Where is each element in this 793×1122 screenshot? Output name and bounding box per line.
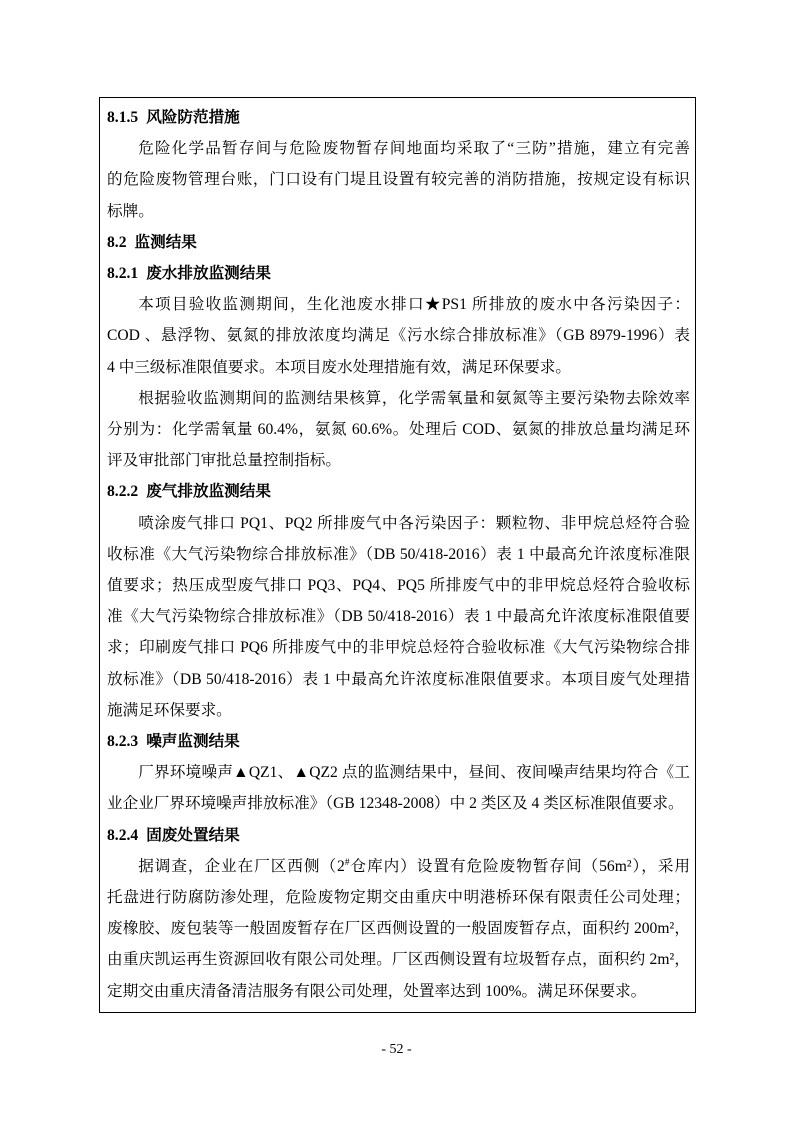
section-heading-8-2-2 — [107, 476, 690, 507]
paragraph-exhaust-results — [107, 508, 690, 726]
text-line: 准《大气污染物综合排放标准》（DB 50/418-2016）表 1 中最高允许浓度标准限值要 — [107, 608, 690, 626]
superscript-mark: # — [344, 857, 350, 868]
text-line: 值要求；热压成型废气排口 PQ3、PQ4、PQ5 所排废气中的非甲烷总烃符合验收标 — [107, 576, 690, 594]
text-line: 废橡胶、废包装等一般固废暂存在厂区西侧设置的一般固废暂存点，面积约 200m²， — [107, 920, 690, 938]
text-line: 4 中三级标准限值要求。本项目废水处理措施有效，满足环保要求。 — [107, 358, 571, 376]
section-title: 风险防范措施 — [146, 109, 240, 126]
text-line — [107, 851, 690, 882]
text-line: 定期交由重庆清备清洁服务有限公司处理，处置率达到 100%。满足环保要求。 — [107, 982, 647, 1000]
section-heading-8-1-5 — [107, 102, 690, 133]
section-title: 监测结果 — [134, 233, 197, 251]
section-number: 8.2.2 — [107, 483, 139, 501]
paragraph-removal-efficiency — [107, 383, 690, 477]
section-title: 废气排放监测结果 — [146, 483, 271, 501]
text-line: 厂界环境噪声▲QZ1、▲QZ2 点的监测结果中，昼间、夜间噪声结果均符合《工 — [138, 764, 690, 782]
text-line: 分别为：化学需氧量 60.4%，氨氮 60.6%。处理后 COD、氨氮的排放总量均满足环 — [107, 420, 690, 438]
text-line: 危险化学品暂存间与危险废物暂存间地面均采取了“三防”措施，建立有完善 — [138, 140, 690, 158]
section-title: 废水排放监测结果 — [146, 264, 271, 282]
section-title: 固废处置结果 — [146, 826, 240, 844]
section-number: 8.2.3 — [107, 733, 139, 750]
text-line: 标牌。 — [107, 202, 154, 220]
paragraph-wastewater-results — [107, 289, 690, 383]
section-heading-8-2 — [107, 227, 690, 258]
section-number: 8.2 — [107, 233, 127, 251]
section-title: 噪声监测结果 — [146, 733, 240, 750]
paragraph-noise-results — [107, 757, 690, 819]
text-line: 业企业厂界环境噪声排放标准》（GB 12348-2008）中 2 类区及 4 类区标准限值要求。 — [107, 795, 684, 813]
text-line: 由重庆凯运再生资源回收有限公司处理。厂区西侧设置有垃圾暂存点，面积约 2m²， — [107, 951, 690, 969]
text-line: 喷涂废气排口 PQ1、PQ2 所排废气中各污染因子：颗粒物、非甲烷总烃符合验 — [138, 514, 690, 532]
text-line: 施满足环保要求。 — [107, 701, 232, 719]
text-line: 托盘进行防腐防渗处理，危险废物定期交由重庆中明港桥环保有限责任公司处理； — [107, 888, 690, 906]
section-number: 8.2.4 — [107, 826, 139, 844]
section-heading-8-2-3 — [107, 726, 690, 757]
text-line: 收标准《大气污染物综合排放标准》（DB 50/418-2016）表 1 中最高允许浓度标准限 — [107, 545, 690, 563]
section-heading-8-2-4 — [107, 820, 690, 851]
text-line: COD 、悬浮物、氨氮的排放浓度均满足《污水综合排放标准》（GB 8979-1996）表 — [107, 327, 690, 345]
text-line: 根据验收监测期间的监测结果核算，化学需氧量和氨氮等主要污染物去除效率 — [138, 389, 690, 407]
paragraph-risk-prevention — [107, 133, 690, 227]
text-line: 的危险废物管理台账，门口设有门堤且设置有较完善的消防措施，按规定设有标识 — [107, 171, 690, 189]
section-heading-8-2-1 — [107, 258, 690, 289]
content-frame — [99, 97, 696, 1013]
text-line: 评及审批部门审批总量控制指标。 — [107, 452, 341, 470]
paragraph-solid-waste-results — [107, 851, 690, 1007]
section-number: 8.2.1 — [107, 264, 139, 282]
text-line: 本项目验收监测期间，生化池废水排口★PS1 所排放的废水中各污染因子： — [138, 296, 690, 314]
page-number: - 52 - — [381, 1042, 412, 1057]
text-segment: 据调查，企业在厂区西侧（2 — [138, 857, 345, 875]
text-line: 求；印刷废气排口 PQ6 所排废气中的非甲烷总烃符合验收标准《大气污染物综合排 — [107, 639, 690, 657]
text-line: 放标准》（DB 50/418-2016）表 1 中最高允许浓度标准限值要求。本项目废气处理措 — [107, 670, 690, 688]
text-segment: 仓库内）设置有危险废物暂存间（56m²），采用 — [349, 857, 690, 875]
section-number: 8.1.5 — [107, 109, 139, 126]
